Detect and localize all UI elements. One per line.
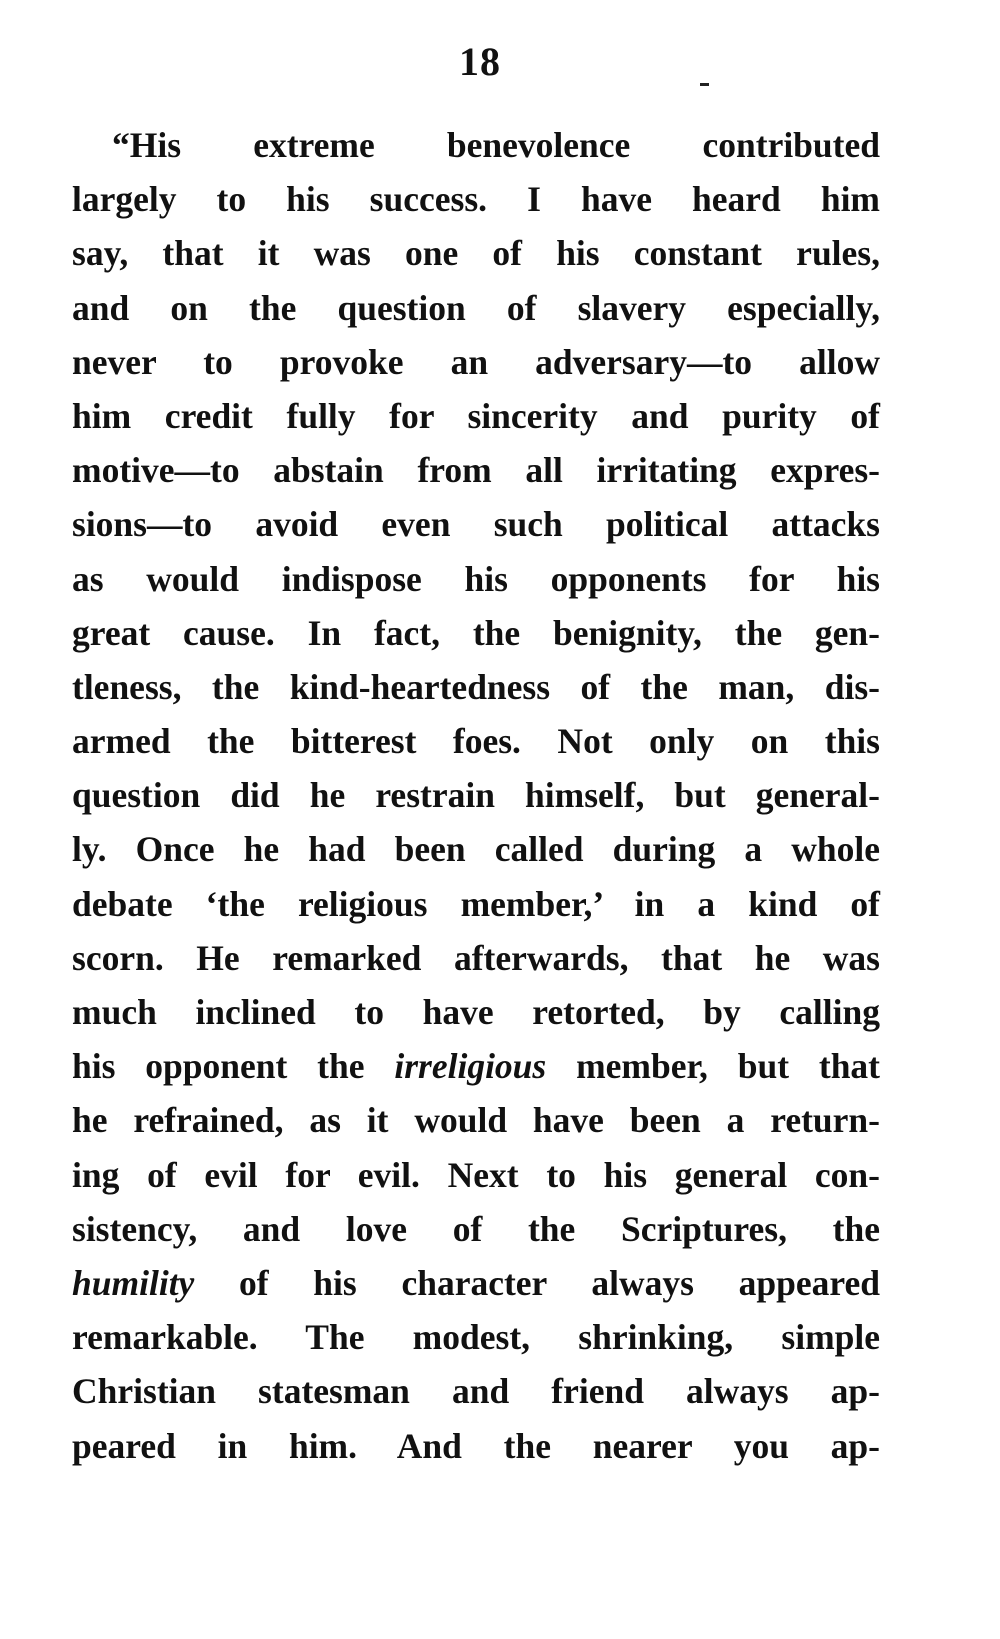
text-line: he refrained, as it would have been a return- bbox=[72, 1100, 880, 1141]
text-segment: member, but that bbox=[546, 1046, 881, 1087]
text-line: question did he restrain himself, but general- bbox=[72, 775, 880, 816]
text-segment: of his character always appeared bbox=[194, 1262, 880, 1303]
text-line: ing of evil for evil. Next to his general con- bbox=[72, 1154, 880, 1195]
text-line: great cause. In fact, the benignity, the gen- bbox=[72, 612, 880, 653]
text-line: him credit fully for sincerity and purity of bbox=[72, 395, 880, 436]
text-line: and on the question of slavery especially, bbox=[72, 287, 880, 328]
text-line: as would indispose his opponents for his bbox=[72, 558, 880, 599]
text-line: largely to his success. I have heard him bbox=[72, 179, 880, 220]
text-line: armed the bitterest foes. Not only on this bbox=[72, 721, 880, 762]
text-line: ly. Once he had been called during a whole bbox=[72, 829, 880, 870]
text-line-with-italic bbox=[72, 1256, 880, 1310]
text-line-with-italic bbox=[72, 1039, 880, 1093]
text-line: peared in him. And the nearer you ap- bbox=[72, 1425, 880, 1466]
italic-word: irreligious bbox=[394, 1046, 547, 1087]
text-line: say, that it was one of his constant rules, bbox=[72, 233, 880, 274]
page-number: 18 bbox=[459, 39, 501, 84]
text-line: sistency, and love of the Scriptures, the bbox=[72, 1208, 880, 1249]
text-line: remarkable. The modest, shrinking, simple bbox=[72, 1317, 880, 1358]
text-line: Christian statesman and friend always ap- bbox=[72, 1371, 880, 1412]
text-line: tleness, the kind-heartedness of the man, dis- bbox=[72, 666, 880, 707]
italic-word: humility bbox=[72, 1262, 195, 1303]
text-line: much inclined to have retorted, by calling bbox=[72, 992, 880, 1032]
text-segment: his opponent the bbox=[72, 1046, 395, 1087]
text-line: “His extreme benevolence contributed bbox=[112, 125, 880, 165]
text-line: never to provoke an adversary—to allow bbox=[72, 341, 880, 382]
body-text bbox=[72, 118, 880, 1473]
print-speck bbox=[700, 83, 709, 86]
text-line: sions—to avoid even such political attacks bbox=[72, 504, 880, 545]
text-line: debate ‘the religious member,’ in a kind of bbox=[72, 883, 880, 924]
text-line: scorn. He remarked afterwards, that he was bbox=[72, 937, 880, 978]
text-line: motive—to abstain from all irritating expres- bbox=[72, 450, 880, 491]
